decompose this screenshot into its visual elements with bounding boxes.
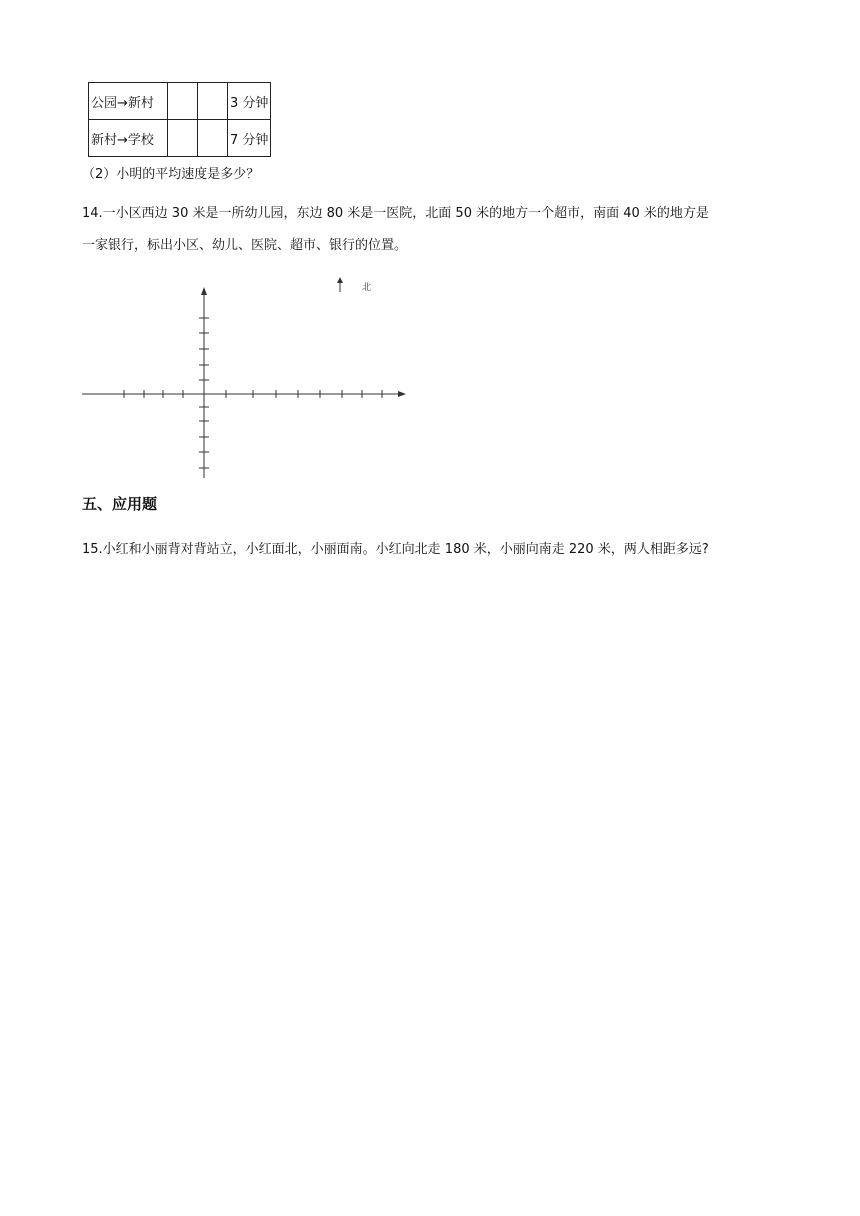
time-cell: 7 分钟: [228, 120, 271, 157]
question-15: 15.小红和小丽背对背站立，小红面北，小丽面南。小红向北走 180 米，小丽向南走 220 米，两人相距多远?: [82, 542, 709, 557]
north-label: 北: [362, 283, 372, 293]
route-cell: 公园→新村: [89, 83, 168, 120]
question-14-line-1: 14.一小区西边 30 米是一所幼儿园，东边 80 米是一医院，北面 50 米的地方一个超市，南面 40 米的地方是: [82, 206, 709, 221]
question-13-part-2: （2）小明的平均速度是多少？: [82, 167, 260, 182]
section-5-title: 五、应用题: [82, 495, 158, 513]
time-cell: 3 分钟: [228, 83, 271, 120]
y-axis-arrowhead: [201, 287, 207, 295]
north-arrowhead: [337, 277, 343, 283]
question-14-line-2: 一家银行，标出小区、幼儿、医院、超市、银行的位置。: [82, 238, 408, 253]
x-axis-arrowhead: [398, 391, 406, 397]
route-cell: 新村→学校: [89, 120, 168, 157]
